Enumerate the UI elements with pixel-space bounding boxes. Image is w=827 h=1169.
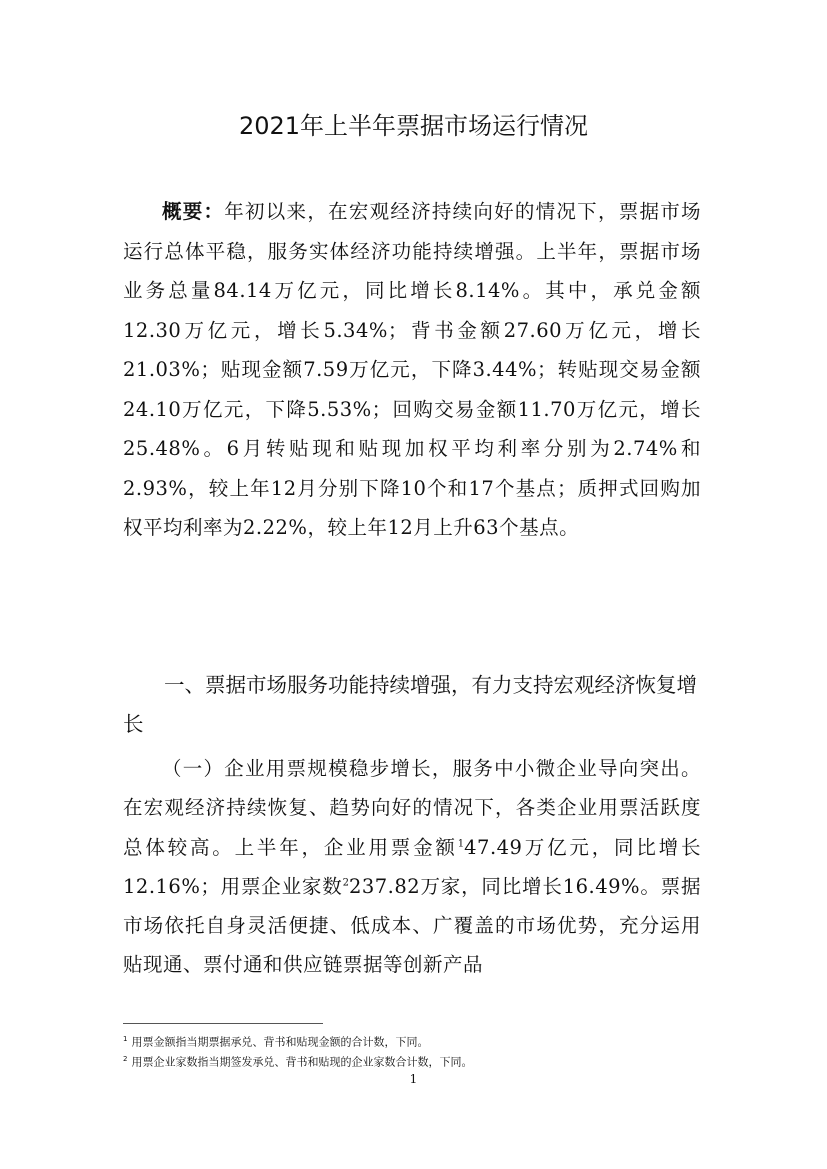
summary-text: 年初以来，在宏观经济持续向好的情况下，票据市场运行总体平稳，服务实体经济功能持续增强。上半年，票据市场业务总量84.14万亿元，同比增长8.14%。其中，承兑金额12.30万亿元，增长5.34%；背书金额27.60万亿元，增长21.03%；贴现金额7.59万亿元，下降3.44%；转贴现交易金额24.10万亿元，下降5.53%；回购交易金额11.70万亿元，增长25.48%。6月转贴现和贴现加权平均利率分别为2.74%和2.93%，较上年12月分别下降10个和17个基点；质押式回购加权平均利率为2.22%，较上年12月上升63个基点。 bbox=[123, 200, 701, 539]
summary-lead: 概要： bbox=[162, 200, 225, 223]
footnote-2-text: 用票企业家数指当期签发承兑、背书和贴现的企业家数合计数，下同。 bbox=[131, 1055, 473, 1069]
section-paragraph bbox=[123, 749, 701, 985]
page-title: 2021年上半年票据市场运行情况 bbox=[238, 112, 589, 140]
footnotes bbox=[123, 1031, 713, 1070]
section-heading: 一、票据市场服务功能持续增强，有力支持宏观经济恢复增长 bbox=[123, 673, 697, 736]
footnote-ref-1[interactable]: 1 bbox=[457, 838, 465, 850]
page-number: 1 bbox=[409, 1072, 418, 1086]
paragraph-text-part2: 47.49万亿元，同比增长12.16%；用票企业家数 bbox=[123, 835, 701, 898]
footnote-2-mark: 2 bbox=[123, 1054, 128, 1063]
footnote-ref-2[interactable]: 2 bbox=[342, 877, 349, 889]
footnote-1-text: 用票金额指当期票据承兑、背书和贴现金额的合计数，下同。 bbox=[131, 1035, 429, 1049]
footnote-1 bbox=[123, 1031, 713, 1051]
footnote-1-mark: 1 bbox=[123, 1035, 128, 1043]
paragraph-text-part1: （一）企业用票规模稳步增长，服务中小微企业导向突出。在宏观经济持续恢复、趋势向好的情况下，各类企业用票活跃度总体较高。上半年，企业用票金额 bbox=[123, 757, 701, 859]
paragraph-text-part3: 237.82万家，同比增长16.49%。票据市场依托自身灵活便捷、低成本、广覆盖的市场优势，充分运用贴现通、票付通和供应链票据等创新产品 bbox=[123, 874, 701, 977]
footnote-2 bbox=[123, 1051, 713, 1071]
footnote-divider bbox=[123, 1023, 323, 1024]
summary-paragraph bbox=[123, 192, 701, 548]
